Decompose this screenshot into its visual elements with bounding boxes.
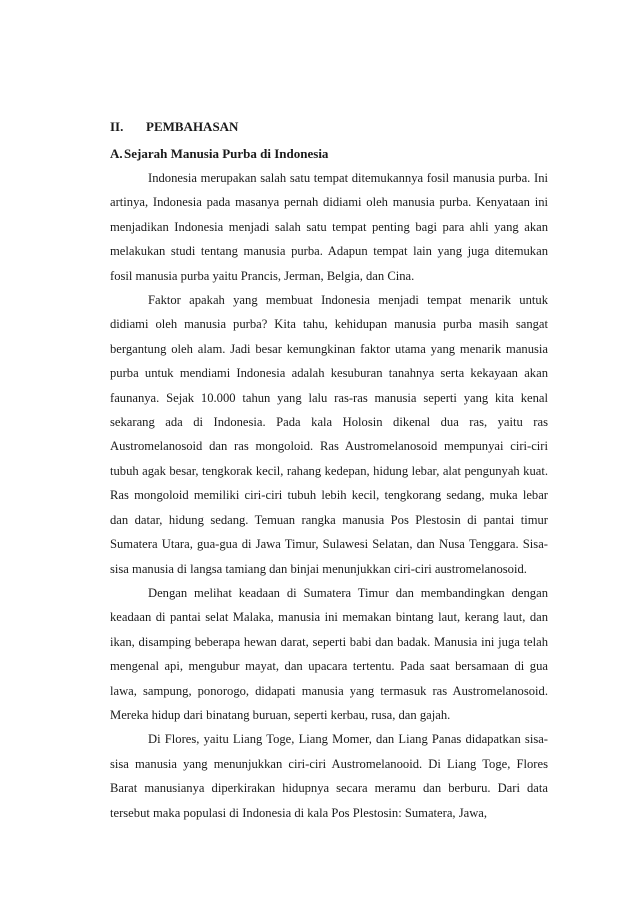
section-title: PEMBAHASAN	[146, 119, 239, 134]
paragraph-1: Indonesia merupakan salah satu tempat ditemukannya fosil manusia purba. Ini artinya, Indonesia pada masanya pernah didiami oleh manusia purba. Kenyataan ini menjadikan Indonesia menjadi salah satu tempat penting bagi para ahli yang akan melakukan studi tentang manusia purba. Adapun tempat lain yang juga ditemukan fosil manusia purba yaitu Prancis, Jerman, Belgia, dan Cina.	[110, 171, 548, 283]
page-content	[110, 117, 548, 825]
paragraph-2: Faktor apakah yang membuat Indonesia menjadi tempat menarik untuk didiami oleh manusia purba? Kita tahu, kehidupan manusia purba masih sangat bergantung oleh alam. Jadi besar kemungkinan faktor utama yang menarik manusia purba untuk mendiami Indonesia adalah kesuburan tanahnya serta kekayaan akan faunanya. Sejak 10.000 tahun yang lalu ras-ras manusia seperti yang kita kenal sekarang ada di Indonesia. Pada kala Holosin dikenal dua ras, yaitu ras Austromelanosoid dan ras mongoloid. Ras Austromelanosoid mempunyai ciri-ciri tubuh agak besar, tengkorak kecil, rahang kedepan, hidung lebar, alat pengunyah kuat. Ras mongoloid memiliki ciri-ciri tubuh lebih kecil, tengkorang sedang, muka lebar dan datar, hidung sedang. Temuan rangka manusia Pos Plestosin di pantai timur Sumatera Utara, gua-gua di Jawa Timur, Sulawesi Selatan, dan Nusa Tenggara. Sisa-sisa manusia di langsa tamiang dan binjai menunjukkan ciri-ciri austromelanosoid.	[110, 293, 548, 576]
paragraph-3: Dengan melihat keadaan di Sumatera Timur dan membandingkan dengan keadaan di pantai selat Malaka, manusia ini memakan bintang laut, kerang laut, dan ikan, disamping beberapa hewan darat, seperti babi dan badak. Manusia ini juga telah mengenal api, mengubur mayat, dan upacara tertentu. Pada saat bersamaan di gua lawa, sampung, ponorogo, didapati manusia yang termasuk ras Austromelanosoid. Mereka hidup dari binatang buruan, seperti kerbau, rusa, dan gajah.	[110, 585, 548, 722]
section-heading	[110, 117, 548, 137]
subsection-number: A.	[110, 146, 123, 161]
section-number: II.	[110, 119, 124, 134]
paragraph-4: Di Flores, yaitu Liang Toge, Liang Momer, dan Liang Panas didapatkan sisa-sisa manusia yang menunjukkan ciri-ciri Austromelanooid. Di Liang Toge, Flores Barat manusianya diperkirakan hidupnya secara meramu dan berburu. Dari data tersebut maka populasi di Indonesia di kala Pos Plestosin: Sumatera, Jawa,	[110, 732, 548, 820]
subsection-title: Sejarah Manusia Purba di Indonesia	[124, 146, 329, 161]
subsection-heading	[110, 144, 548, 164]
